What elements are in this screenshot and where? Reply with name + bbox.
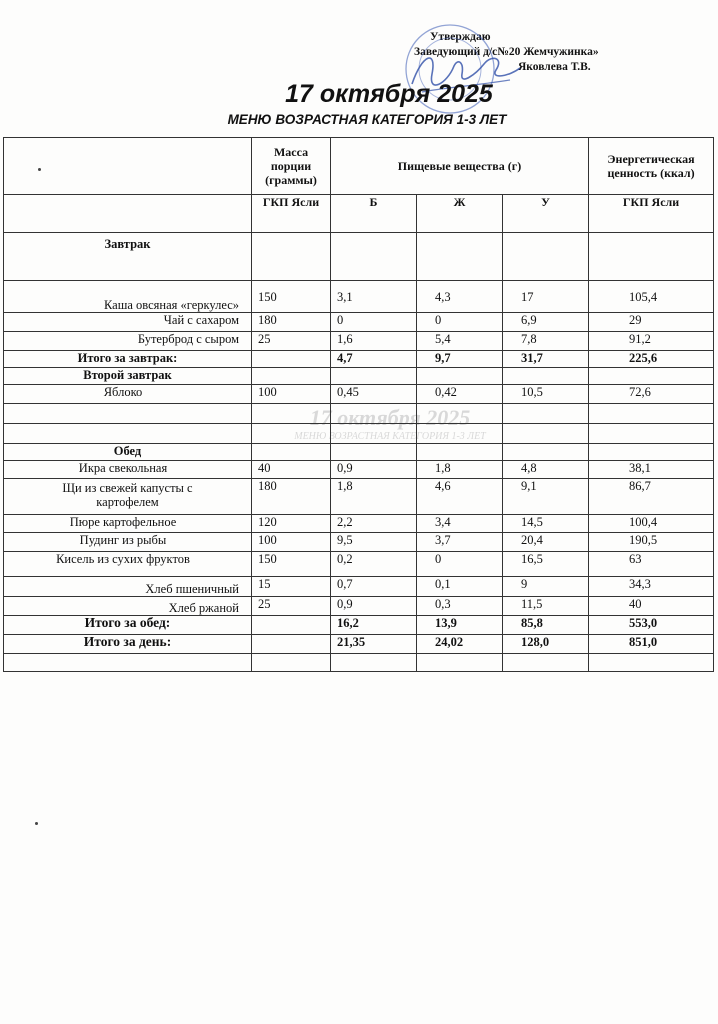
table-row [4, 479, 714, 515]
approval-line-3: Яковлева Т.В. [518, 61, 591, 73]
dish-b: 0,45 [331, 385, 417, 404]
total-row [4, 351, 714, 368]
section-row [4, 368, 714, 385]
dish-kcal: 72,6 [589, 385, 714, 404]
dish-name: Пудинг из рыбы [4, 533, 252, 552]
dish-zh: 1,8 [417, 461, 503, 479]
section-row [4, 444, 714, 461]
dish-mass: 150 [252, 281, 331, 313]
total-day-u: 128,0 [503, 635, 589, 654]
header-mass: Масса порции (граммы) [252, 138, 331, 195]
dish-b: 0,9 [331, 461, 417, 479]
dish-b: 1,6 [331, 332, 417, 351]
dish-u: 10,5 [503, 385, 589, 404]
dish-b: 0,2 [331, 552, 417, 577]
approval-line-1: Утверждаю [430, 31, 491, 43]
dish-mass: 25 [252, 597, 331, 616]
menu-subtitle: МЕНЮ ВОЗРАСТНАЯ КАТЕГОРИЯ 1-3 ЛЕТ [227, 112, 507, 127]
dish-zh: 3,7 [417, 533, 503, 552]
dish-mass: 120 [252, 515, 331, 533]
scan-speck [38, 168, 41, 171]
subheader-mass: ГКП Ясли [252, 195, 331, 233]
total-breakfast-kcal: 225,6 [589, 351, 714, 368]
dish-u: 11,5 [503, 597, 589, 616]
dish-name: Чай с сахаром [4, 313, 252, 332]
dish-kcal: 38,1 [589, 461, 714, 479]
dish-zh: 0,3 [417, 597, 503, 616]
subheader-u: У [503, 195, 589, 233]
header-energy: Энергетическая ценность (ккал) [589, 138, 714, 195]
subheader-blank [4, 195, 252, 233]
dish-zh: 4,6 [417, 479, 503, 515]
empty-row [4, 654, 714, 672]
total-row [4, 635, 714, 654]
table-row [4, 332, 714, 351]
table-row [4, 515, 714, 533]
dish-mass: 100 [252, 385, 331, 404]
subheader-row [4, 195, 714, 233]
dish-name: Хлеб пшеничный [4, 577, 252, 597]
table-row [4, 461, 714, 479]
dish-name: Каша овсяная «геркулес» [4, 281, 252, 313]
dish-name: Икра свекольная [4, 461, 252, 479]
empty-row [4, 404, 714, 424]
dish-zh: 0 [417, 552, 503, 577]
dish-zh: 5,4 [417, 332, 503, 351]
menu-date: 17 октября 2025 [285, 80, 493, 108]
dish-u: 9,1 [503, 479, 589, 515]
dish-b: 0,9 [331, 597, 417, 616]
total-lunch-b: 16,2 [331, 616, 417, 635]
header-row [4, 138, 714, 195]
total-day-b: 21,35 [331, 635, 417, 654]
dish-kcal: 91,2 [589, 332, 714, 351]
dish-b: 3,1 [331, 281, 417, 313]
dish-name: Хлеб ржаной [4, 597, 252, 616]
dish-u: 6,9 [503, 313, 589, 332]
dish-b: 0,7 [331, 577, 417, 597]
approval-line-2: Заведующий д/с№20 Жемчужинка» [414, 46, 599, 58]
dish-kcal: 190,5 [589, 533, 714, 552]
table-row [4, 552, 714, 577]
dish-b: 2,2 [331, 515, 417, 533]
header-blank [4, 138, 252, 195]
section-second-breakfast: Второй завтрак [4, 368, 252, 385]
dish-name: Щи из свежей капусты с картофелем [4, 479, 252, 515]
dish-u: 14,5 [503, 515, 589, 533]
dish-u: 17 [503, 281, 589, 313]
dish-name: Кисель из сухих фруктов [4, 552, 252, 577]
table-row [4, 597, 714, 616]
dish-mass: 180 [252, 313, 331, 332]
dish-zh: 0,42 [417, 385, 503, 404]
dish-mass: 25 [252, 332, 331, 351]
dish-u: 16,5 [503, 552, 589, 577]
total-day-zh: 24,02 [417, 635, 503, 654]
total-lunch-u: 85,8 [503, 616, 589, 635]
dish-mass: 180 [252, 479, 331, 515]
total-breakfast-zh: 9,7 [417, 351, 503, 368]
table-row [4, 281, 714, 313]
total-breakfast-b: 4,7 [331, 351, 417, 368]
dish-zh: 4,3 [417, 281, 503, 313]
total-day-kcal: 851,0 [589, 635, 714, 654]
dish-zh: 3,4 [417, 515, 503, 533]
subheader-zh: Ж [417, 195, 503, 233]
dish-kcal: 34,3 [589, 577, 714, 597]
section-breakfast: Завтрак [4, 233, 252, 281]
dish-name: Бутерброд с сыром [4, 332, 252, 351]
dish-kcal: 40 [589, 597, 714, 616]
dish-kcal: 105,4 [589, 281, 714, 313]
bleed-through-watermark: 17 октября 2025 МЕНЮ ВОЗРАСТНАЯ КАТЕГОРИЯ 1-3 ЛЕТ [294, 405, 486, 442]
section-row [4, 233, 714, 281]
approval-block [414, 30, 714, 75]
scan-speck [35, 822, 38, 825]
total-breakfast-label: Итого за завтрак: [4, 351, 252, 368]
dish-zh: 0 [417, 313, 503, 332]
dish-mass: 100 [252, 533, 331, 552]
total-row [4, 616, 714, 635]
dish-name: Пюре картофельное [4, 515, 252, 533]
empty-row [4, 424, 714, 444]
dish-u: 4,8 [503, 461, 589, 479]
dish-u: 7,8 [503, 332, 589, 351]
total-lunch-kcal: 553,0 [589, 616, 714, 635]
total-day-label: Итого за день: [4, 635, 252, 654]
table-row [4, 385, 714, 404]
dish-kcal: 100,4 [589, 515, 714, 533]
table-row [4, 313, 714, 332]
total-breakfast-u: 31,7 [503, 351, 589, 368]
section-lunch: Обед [4, 444, 252, 461]
dish-zh: 0,1 [417, 577, 503, 597]
dish-b: 9,5 [331, 533, 417, 552]
table-row [4, 533, 714, 552]
dish-mass: 40 [252, 461, 331, 479]
dish-mass: 150 [252, 552, 331, 577]
dish-u: 20,4 [503, 533, 589, 552]
dish-kcal: 63 [589, 552, 714, 577]
subheader-b: Б [331, 195, 417, 233]
table-row [4, 577, 714, 597]
total-lunch-label: Итого за обед: [4, 616, 252, 635]
menu-table [3, 137, 714, 672]
dish-b: 0 [331, 313, 417, 332]
dish-kcal: 29 [589, 313, 714, 332]
subheader-energy: ГКП Ясли [589, 195, 714, 233]
dish-mass: 15 [252, 577, 331, 597]
total-lunch-zh: 13,9 [417, 616, 503, 635]
dish-b: 1,8 [331, 479, 417, 515]
dish-name: Яблоко [4, 385, 252, 404]
dish-u: 9 [503, 577, 589, 597]
header-nutrients: Пищевые вещества (г) [331, 138, 589, 195]
dish-kcal: 86,7 [589, 479, 714, 515]
